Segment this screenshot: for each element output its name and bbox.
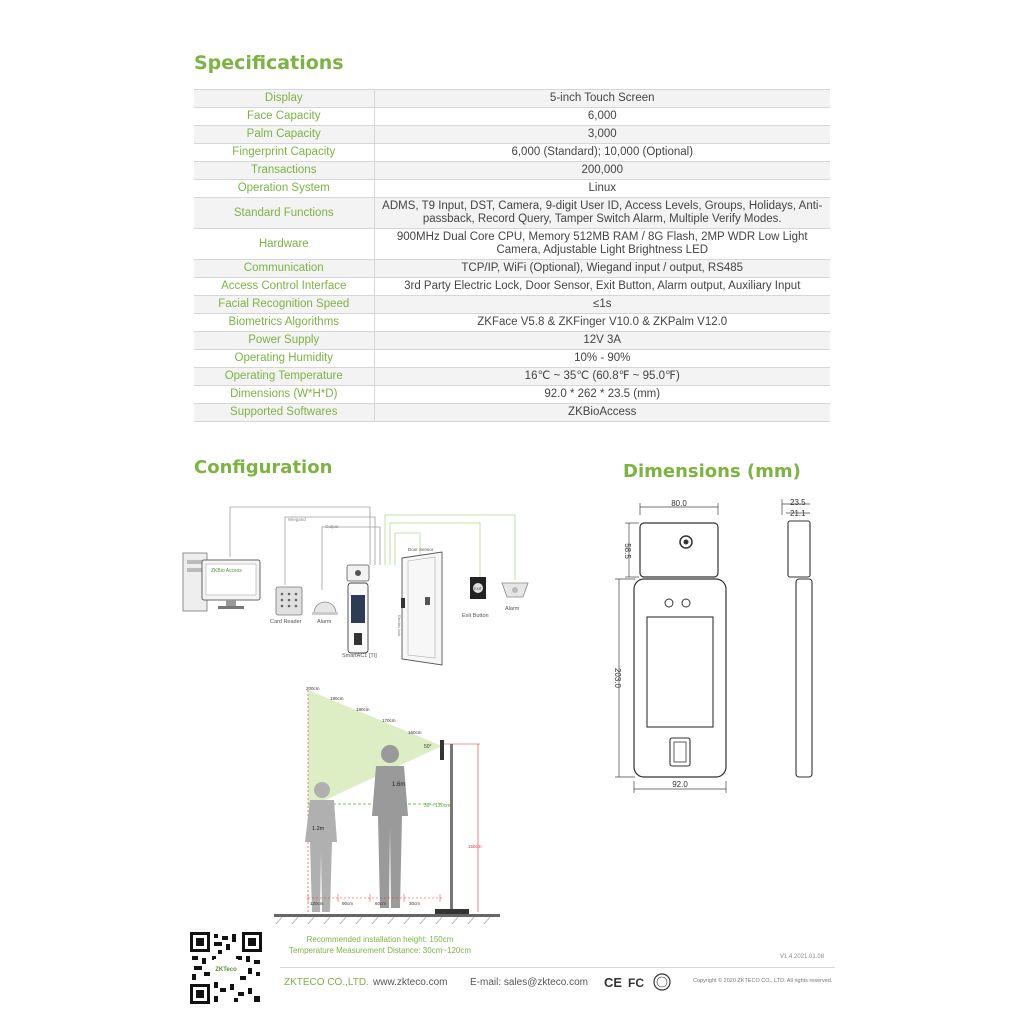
alarm-right-label: Alarm: [505, 606, 520, 612]
spec-value: TCP/IP, WiFi (Optional), Wiegand input / output, RS485: [374, 260, 830, 278]
distance-label-200: 200cm: [306, 686, 320, 691]
ground-distance-120: 120cm: [310, 901, 324, 906]
spec-row: [194, 386, 830, 404]
spec-label: Operating Temperature: [194, 368, 374, 386]
card-reader-label: Card Reader: [270, 619, 302, 625]
footer-divider: [280, 967, 835, 968]
spec-row: [194, 229, 830, 260]
spec-row: [194, 278, 830, 296]
distance-label-180: 180cm: [356, 707, 370, 712]
configuration-diagram: [180, 505, 530, 670]
spec-label: Fingerprint Capacity: [194, 144, 374, 162]
spec-label: Power Supply: [194, 332, 374, 350]
spec-value: 10% - 90%: [374, 350, 830, 368]
top-height-label: 58.5: [623, 543, 632, 559]
specifications-table: [194, 89, 830, 422]
exit-button-icon: [470, 577, 486, 599]
output-label: Output: [325, 524, 339, 529]
spec-value: 16℃ ~ 35℃ (60.8℉ ~ 95.0℉): [374, 368, 830, 386]
ground-distance-60: 60cm: [375, 901, 387, 906]
spec-value: ADMS, T9 Input, DST, Camera, 9-digit User ID, Access Levels, Groups, Holidays, Anti-passback, Record Query, Tamper Switch Alarm, Multiple Verify Modes.: [374, 198, 830, 229]
spec-label: Facial Recognition Speed: [194, 296, 374, 314]
qr-brand-logo: ZKTeco: [215, 967, 237, 973]
alarm-siren-icon: [312, 602, 338, 615]
exit-button-label: Exit Button: [462, 613, 489, 619]
footer-email-link[interactable]: E-mail: sales@zkteco.com: [470, 977, 588, 988]
spec-row: [194, 108, 830, 126]
spec-row: [194, 404, 830, 422]
footer-copyright: Copyright © 2020 ZKTECO CO., LTD. All rights reserved.: [693, 978, 833, 984]
spec-row: [194, 296, 830, 314]
body-width-label: 92.0: [672, 780, 688, 789]
ground-line: [274, 914, 500, 917]
spec-row: [194, 368, 830, 386]
wiegand-label: Wiegand: [288, 517, 306, 522]
spec-label: Operating Humidity: [194, 350, 374, 368]
spec-row: [194, 332, 830, 350]
short-height-label: 1.2m: [312, 826, 325, 832]
spec-row: [194, 90, 830, 108]
door-sensor-label: Door Sensor: [408, 547, 434, 552]
installation-diagram: [272, 680, 502, 930]
spec-value: ZKFace V5.8 & ZKFinger V10.0 & ZKPalm V12.0: [374, 314, 830, 332]
installation-height-caption: Recommended installation height: 150cm: [306, 935, 454, 944]
dimensions-front-view: [595, 495, 755, 795]
spec-row: [194, 314, 830, 332]
body-height-label: 203.0: [613, 667, 622, 689]
footer-website-link[interactable]: www.zkteco.com: [373, 977, 448, 988]
spec-value: 3,000: [374, 126, 830, 144]
spec-row: [194, 260, 830, 278]
configuration-heading: Configuration: [194, 457, 333, 478]
installation-caption: [270, 934, 490, 956]
ce-mark-icon: CE: [604, 975, 623, 990]
dimensions-side-view: [770, 495, 830, 785]
spec-label: Biometrics Algorithms: [194, 314, 374, 332]
side-inner-depth-label: 21.1: [790, 509, 806, 518]
spec-value: 3rd Party Electric Lock, Door Sensor, Exit Button, Alarm output, Auxiliary Input: [374, 278, 830, 296]
spec-row: [194, 144, 830, 162]
door-icon: [397, 552, 442, 665]
spec-value: 6,000: [374, 108, 830, 126]
camera-left-icon: [665, 599, 673, 607]
distance-label-170: 170cm: [382, 718, 396, 723]
device-label: SmartAC1 [TI]: [342, 653, 377, 659]
monitor-icon: [202, 560, 260, 609]
spec-label: Face Capacity: [194, 108, 374, 126]
angle-label: 50°: [424, 744, 432, 750]
side-depth-label: 23.5: [790, 498, 806, 507]
exit-sign: EXIT: [474, 587, 482, 591]
spec-label: Access Control Interface: [194, 278, 374, 296]
spec-value: 6,000 (Standard); 10,000 (Optional): [374, 144, 830, 162]
spec-value: 200,000: [374, 162, 830, 180]
spec-label: Display: [194, 90, 374, 108]
spec-label: Transactions: [194, 162, 374, 180]
screen-outline: [647, 617, 713, 727]
spec-row: [194, 162, 830, 180]
pole-height-label: 150cm: [468, 844, 482, 849]
spec-label: Hardware: [194, 229, 374, 260]
device-side-outline: [788, 521, 812, 777]
dimensions-heading: Dimensions (mm): [623, 461, 801, 482]
spec-value: 900MHz Dual Core CPU, Memory 512MB RAM / 8G Flash, 2MP WDR Low Light Camera, Adjustable Light Brightness LED: [374, 229, 830, 260]
spec-row: [194, 126, 830, 144]
distance-label-160: 160cm: [408, 730, 422, 735]
spec-row: [194, 198, 830, 229]
spec-label: Operation System: [194, 180, 374, 198]
spec-value: ≤1s: [374, 296, 830, 314]
spec-row: [194, 350, 830, 368]
spec-value: 12V 3A: [374, 332, 830, 350]
electric-lock-label: Electric lock: [397, 615, 402, 637]
range-label: 30 ~ 120cm: [424, 803, 451, 809]
top-width-label: 80.0: [671, 499, 687, 508]
spec-value: ZKBioAccess: [374, 404, 830, 422]
spec-label: Standard Functions: [194, 198, 374, 229]
spec-label: Palm Capacity: [194, 126, 374, 144]
keypad-card-reader-icon: [276, 587, 302, 615]
ground-distance-30: 30cm: [409, 901, 421, 906]
fc-mark-icon: FC: [628, 976, 644, 990]
spec-label: Communication: [194, 260, 374, 278]
certification-marks: [604, 972, 674, 992]
alarm-speaker-icon: [502, 583, 528, 597]
spec-label: Dimensions (W*H*D): [194, 386, 374, 404]
distance-label-190: 190cm: [330, 696, 344, 701]
pole-stand-icon: [435, 740, 469, 914]
qr-code-icon[interactable]: [190, 932, 262, 1004]
spec-row: [194, 180, 830, 198]
spec-label: Supported Softwares: [194, 404, 374, 422]
camera-right-icon: [682, 599, 690, 607]
rohs-icon: [654, 974, 670, 990]
monitor-brand: ZKBio Access: [211, 568, 242, 574]
alarm-left-label: Alarm: [317, 619, 332, 625]
measurement-distance-caption: Temperature Measurement Distance: 30cm~120cm: [288, 946, 472, 955]
tall-height-label: 1.6m: [392, 782, 406, 788]
spec-value: 92.0 * 262 * 23.5 (mm): [374, 386, 830, 404]
footer-company: ZKTECO CO.,LTD.: [284, 977, 369, 988]
specifications-heading: Specifications: [194, 52, 344, 74]
version-label: V1.4 2021.01.08: [780, 954, 825, 960]
spec-value: Linux: [374, 180, 830, 198]
ground-distance-90: 90cm: [342, 901, 354, 906]
smartac1-device-icon: [347, 565, 369, 653]
spec-value: 5-inch Touch Screen: [374, 90, 830, 108]
person-tall-icon: [372, 745, 408, 908]
